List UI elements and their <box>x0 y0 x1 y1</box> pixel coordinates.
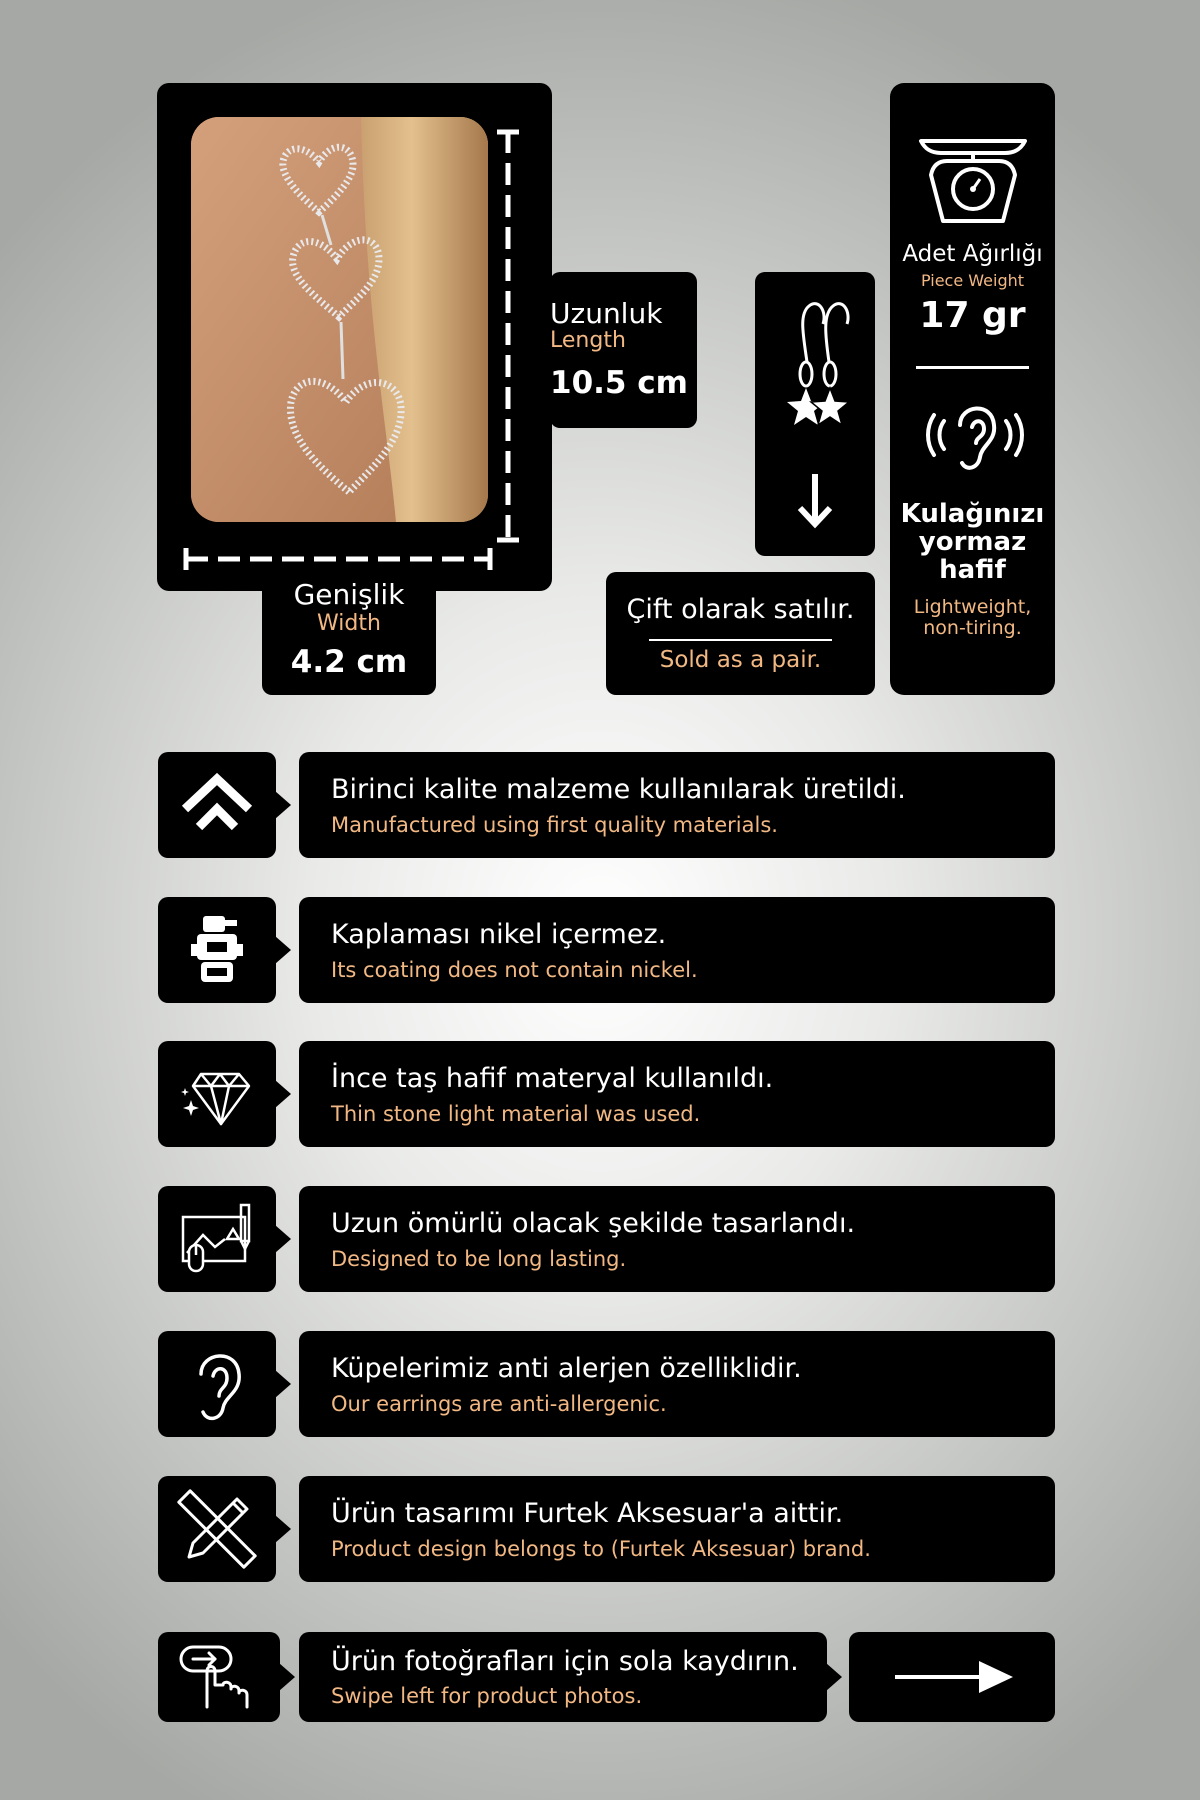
feature-text-tr: Ürün tasarımı Furtek Aksesuar'a aittir. <box>331 1498 844 1529</box>
feature-icon-box <box>158 1041 276 1147</box>
feature-icon-box <box>158 1632 280 1722</box>
feature-icon-box <box>158 1331 276 1437</box>
feature-row-2 <box>299 897 1055 1003</box>
comfort-label-en <box>890 597 1055 639</box>
feature-row-4 <box>299 1186 1055 1292</box>
feature-text-en: Manufactured using first quality materials. <box>331 813 778 837</box>
comfort-label-tr <box>890 500 1055 584</box>
weight-label-tr: Adet Ağırlığı <box>902 241 1043 267</box>
feature-text-tr: Küpelerimiz anti alerjen özelliklidir. <box>331 1353 802 1384</box>
diamond-icon <box>177 1054 257 1134</box>
length-label-tr: Uzunluk <box>550 297 663 330</box>
width-info <box>262 575 436 695</box>
arrow-right-icon <box>893 1659 1015 1695</box>
feature-text-en: Thin stone light material was used. <box>331 1102 701 1126</box>
length-label-en: Length <box>550 328 626 353</box>
star-earrings-icon <box>773 294 857 444</box>
product-photo-frame <box>157 83 552 591</box>
width-label-tr: Genişlik <box>293 578 405 611</box>
comfort-tr-line3: hafif <box>939 555 1006 585</box>
pair-divider <box>649 639 832 641</box>
feature-row-7 <box>299 1632 827 1722</box>
width-label-en: Width <box>317 611 381 636</box>
feature-text-en: Designed to be long lasting. <box>331 1247 627 1271</box>
comfort-tr-line1: Kulağınızı <box>900 499 1045 529</box>
comfort-tr-line2: yormaz <box>918 527 1027 557</box>
weight-divider <box>916 366 1029 369</box>
feature-row-5 <box>299 1331 1055 1437</box>
width-dimension-line <box>183 546 493 572</box>
ear-sound-icon <box>922 395 1024 475</box>
feature-icon-box <box>158 1186 276 1292</box>
comfort-en-line1: Lightweight, <box>913 596 1032 618</box>
kitchen-scale-icon <box>917 135 1029 225</box>
ear-icon <box>177 1344 257 1424</box>
feature-icon-box <box>158 897 276 1003</box>
pair-info <box>606 572 875 695</box>
comfort-en-line2: non-tiring. <box>923 617 1022 639</box>
length-value: 10.5 cm <box>550 365 688 401</box>
width-value: 4.2 cm <box>290 644 408 680</box>
feature-text-tr: Kaplaması nikel içermez. <box>331 919 667 950</box>
feature-text-tr: Birinci kalite malzeme kullanılarak üretildi. <box>331 774 906 805</box>
heart-earring-image <box>191 117 488 522</box>
feature-text-en: Our earrings are anti-allergenic. <box>331 1392 667 1416</box>
feature-text-tr: Uzun ömürlü olacak şekilde tasarlandı. <box>331 1208 856 1239</box>
feature-text-tr: Ürün fotoğrafları için sola kaydırın. <box>331 1646 799 1677</box>
swipe-arrow-button[interactable] <box>849 1632 1055 1722</box>
feature-text-en: Product design belongs to (Furtek Aksesuar) brand. <box>331 1537 871 1561</box>
weight-label-en: Piece Weight <box>920 271 1025 290</box>
coating-icon <box>177 910 257 990</box>
feature-icon-box <box>158 752 276 858</box>
stacked-chevron-icon <box>177 765 257 845</box>
swipe-hand-icon <box>177 1641 257 1713</box>
length-dimension-line <box>495 129 521 543</box>
design-board-icon <box>177 1199 257 1279</box>
feature-row-1 <box>299 752 1055 858</box>
pair-label-tr: Çift olarak satılır. <box>626 594 855 625</box>
pencil-ruler-icon <box>177 1489 257 1569</box>
arrow-down-icon <box>796 472 834 530</box>
pair-icon-panel <box>755 272 875 556</box>
weight-value: 17 gr <box>919 295 1026 336</box>
feature-row-3 <box>299 1041 1055 1147</box>
product-photo <box>191 117 488 522</box>
feature-text-tr: İnce taş hafif materyal kullanıldı. <box>331 1063 774 1094</box>
weight-comfort-panel <box>890 83 1055 695</box>
pair-label-en: Sold as a pair. <box>659 647 822 673</box>
feature-text-en: Swipe left for product photos. <box>331 1684 643 1708</box>
feature-icon-box <box>158 1476 276 1582</box>
length-info <box>550 272 697 428</box>
feature-text-en: Its coating does not contain nickel. <box>331 958 698 982</box>
feature-row-6 <box>299 1476 1055 1582</box>
